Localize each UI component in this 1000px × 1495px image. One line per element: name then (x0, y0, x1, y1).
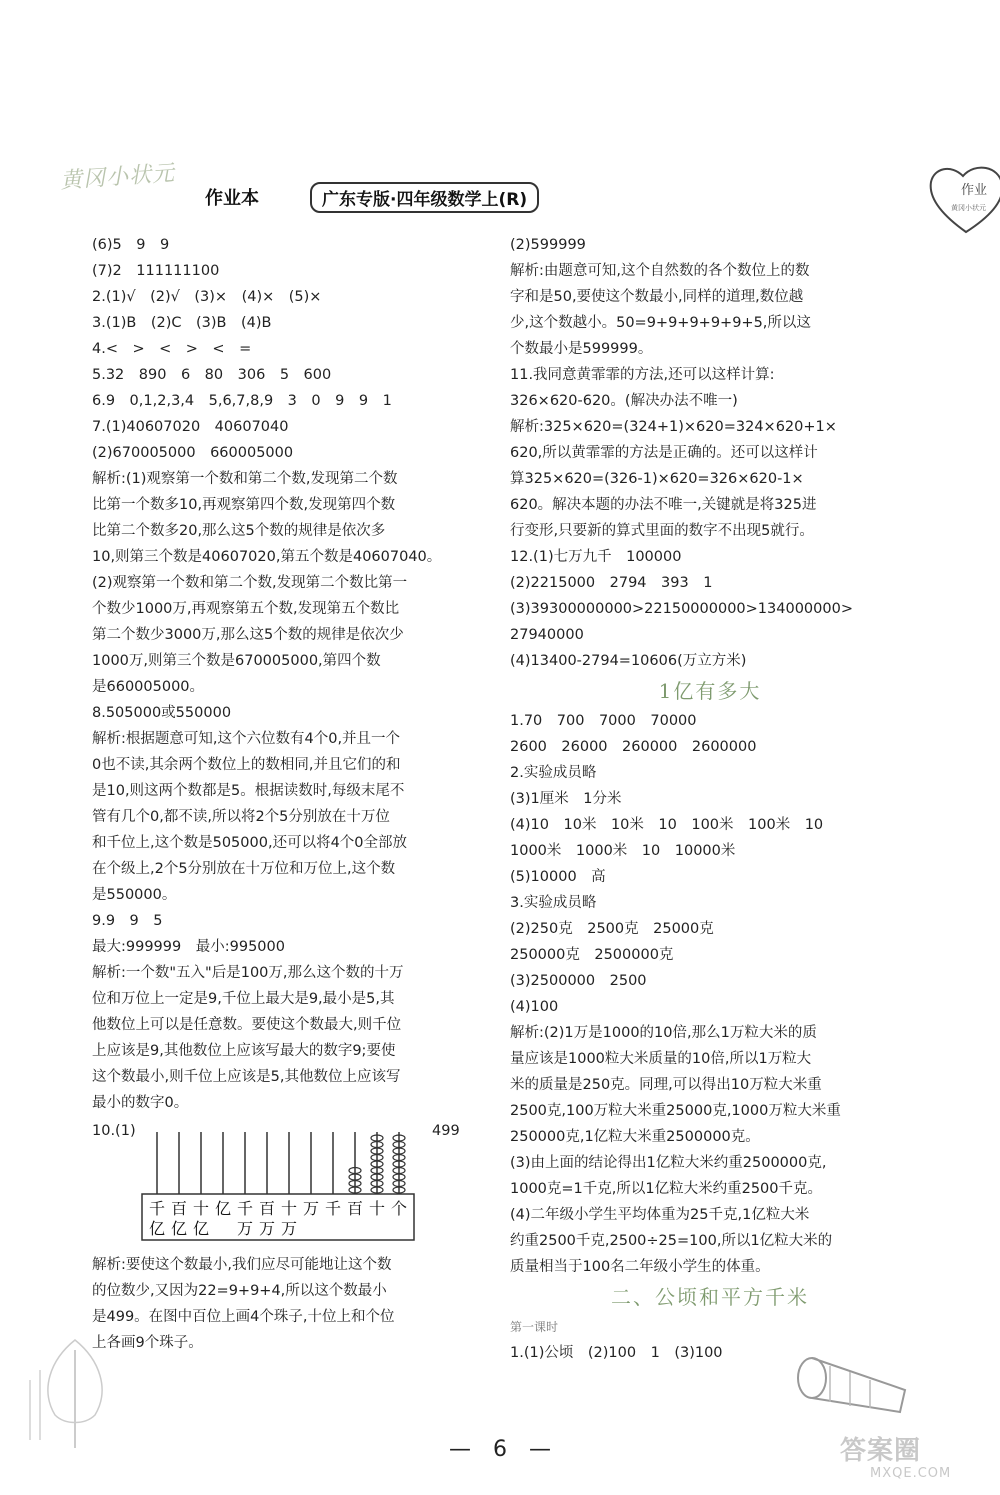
answer-line: 1000米 1000米 10 10000米 (510, 843, 736, 859)
answer-line: 11.我同意黄霏霏的方法,还可以这样计算: (510, 367, 775, 383)
answer-line: 3.(1)B (2)C (3)B (4)B (92, 315, 272, 331)
abacus-place-label: 亿 (148, 1219, 166, 1238)
answer-line: 米的质量是250克。同理,可以得出10万粒大米重 (510, 1077, 822, 1093)
right-answer-lines-b (510, 708, 910, 1280)
answer-line: (3)39300000000>22150000000>134000000> (510, 601, 853, 617)
answer-line: (4)二年级小学生平均体重为25千克,1亿粒大米 (510, 1207, 810, 1223)
abacus-place-label: 万 (280, 1219, 298, 1238)
abacus-place-label: 十 (368, 1199, 386, 1218)
abacus-place-label: 十 (280, 1199, 298, 1218)
answer-line: 是499。在图中百位上画4个珠子,十位上和个位 (92, 1309, 395, 1325)
abacus-place-label: 万 (236, 1219, 254, 1238)
answer-line: (4)10 10米 10米 10 100米 100米 10 (510, 817, 824, 833)
answer-line: 5.32 890 6 80 306 5 600 (92, 367, 332, 383)
answer-line: 12.(1)七万九千 100000 (510, 549, 682, 565)
answer-line: 0也不读,其余两个数位上的数相同,并且它们的和 (92, 757, 401, 773)
answer-line: 2.(1)√ (2)√ (3)× (4)× (5)× (92, 289, 322, 305)
answer-line: 这个数最小,则千位上应该是5,其他数位上应该写 (92, 1069, 401, 1085)
answer-line: 上应该是9,其他数位上应该写最大的数字9;要使 (92, 1043, 396, 1059)
answer-line: 10,则第三个数是40607020,第五个数是40607040。 (92, 549, 442, 565)
abacus-place-label: 万 (302, 1199, 320, 1218)
page-header (30, 160, 988, 220)
answer-line: 字和是50,要使这个数最小,同样的道理,数位越 (510, 289, 804, 305)
answer-line: 620,所以黄霏霏的方法是正确的。还可以这样计 (510, 445, 818, 461)
answer-line: 比第一个数多10,再观察第四个数,发现第四个数 (92, 497, 396, 513)
answer-line: 他数位上可以是任意数。要使这个数最大,则千位 (92, 1017, 402, 1033)
answer-line: 3.实验成员略 (510, 895, 597, 911)
telescope-icon (790, 1350, 920, 1430)
answer-line: (2)250克 2500克 25000克 (510, 921, 714, 937)
section-title-1: 1亿有多大 (658, 679, 762, 703)
answer-line: 上各画9个珠子。 (92, 1335, 203, 1351)
abacus-place-label: 千 (148, 1199, 166, 1218)
answer-line: 解析:由题意可知,这个自然数的各个数位上的数 (510, 263, 810, 279)
right-column (510, 232, 910, 1366)
answer-line: (3)2500000 2500 (510, 973, 647, 989)
answer-line: 1.70 700 7000 70000 (510, 713, 697, 729)
answer-line: (2)599999 (510, 237, 586, 253)
answer-line: 是550000。 (92, 887, 177, 903)
abacus-place-label: 百 (346, 1199, 364, 1218)
answer-line: (4)100 (510, 999, 559, 1015)
answer-line: 少,这个数越小。50=9+9+9+9+9+5,所以这 (510, 315, 811, 331)
abacus-place-label: 十 (192, 1199, 210, 1218)
answer-line: 算325×620=(326-1)×620=326×620-1× (510, 471, 804, 487)
abacus-place-label: 千 (236, 1199, 254, 1218)
answer-line: 9.9 9 5 (92, 913, 163, 929)
answer-line: 解析:(1)观察第一个数和第二个数,发现第二个数 (92, 471, 398, 487)
answer-line: 1000万,则第三个数是670005000,第四个数 (92, 653, 381, 669)
answer-line: 620。解决本题的办法不唯一,关键就是将325进 (510, 497, 817, 513)
abacus-figure (92, 1118, 492, 1248)
abacus-place-label: 百 (170, 1199, 188, 1218)
answer-line: (2)670005000 660005000 (92, 445, 294, 461)
answer-line: (5)10000 高 (510, 869, 606, 885)
answer-line: 最小的数字0。 (92, 1095, 189, 1111)
answer-line: 解析:325×620=(324+1)×620=324×620+1× (510, 419, 837, 435)
right-tail-line: 1.(1)公顷 (2)100 1 (3)100 (510, 1345, 723, 1361)
brand-logo: 黄冈小状元 (59, 161, 176, 194)
answer-line: 的位数少,又因为22=9+9+4,所以这个数最小 (92, 1283, 387, 1299)
badge-subtext: 黄冈小状元 (951, 204, 986, 212)
abacus-drawing (136, 1126, 426, 1246)
answer-line: 质量相当于100名二年级小学生的体重。 (510, 1259, 770, 1275)
abacus-place-label: 万 (258, 1219, 276, 1238)
answer-line: 解析:根据题意可知,这个六位数有4个0,并且一个 (92, 731, 401, 747)
answer-line: 2500克,100万粒大米重25000克,1000万粒大米重 (510, 1103, 841, 1119)
answer-line: 2.实验成员略 (510, 765, 597, 781)
answer-line: 在个级上,2个5分别放在十万位和万位上,这个数 (92, 861, 396, 877)
answer-line: 250000克,1亿粒大米重2500000克。 (510, 1129, 760, 1145)
abacus-answer: 499 (432, 1123, 460, 1139)
answer-line: 约重2500千克,2500÷25=100,所以1亿粒大米的 (510, 1233, 833, 1249)
page-number: — 6 — (448, 1437, 552, 1462)
answer-line: 行变形,只要新的算式里面的数字不出现5就行。 (510, 523, 814, 539)
answer-line: 个数少1000万,再观察第五个数,发现第五个数比 (92, 601, 400, 617)
answer-line: 是10,则这两个数都是5。根据读数时,每级末尾不 (92, 783, 405, 799)
answer-line: 比第二个数多20,那么这5个数的规律是依次多 (92, 523, 386, 539)
answer-line: 位和万位上一定是9,千位上最大是9,最小是5,其 (92, 991, 395, 1007)
answer-line: (6)5 9 9 (92, 237, 170, 253)
answer-line: 最大:999999 最小:995000 (92, 939, 285, 955)
answer-line: (7)2 111111100 (92, 263, 220, 279)
abacus-place-label: 千 (324, 1199, 342, 1218)
subsection-label: 第一课时 (510, 1320, 559, 1334)
watermark-logo: 答案圈 (840, 1436, 922, 1466)
abacus-place-label: 百 (258, 1199, 276, 1218)
answer-line: 解析:一个数"五入"后是100万,那么这个数的十万 (92, 965, 404, 981)
answer-line: 1000克=1千克,所以1亿粒大米约重2500千克。 (510, 1181, 823, 1197)
answer-line: 250000克 2500000克 (510, 947, 674, 963)
right-answer-lines-a (510, 232, 910, 674)
edition-label: 广东专版·四年级数学上(R) (310, 182, 539, 213)
abacus-question-number: 10.(1) (92, 1123, 136, 1139)
answer-line: 7.(1)40607020 40607040 (92, 419, 289, 435)
answer-line: 27940000 (510, 627, 584, 643)
workbook-label: 作业本 (205, 188, 259, 209)
answer-line: 6.9 0,1,2,3,4 5,6,7,8,9 3 0 9 9 1 (92, 393, 392, 409)
abacus-place-label: 亿 (170, 1219, 188, 1238)
answer-line: 和千位上,这个数是505000,还可以将4个0全部放 (92, 835, 408, 851)
answer-line: (2)观察第一个数和第二个数,发现第二个数比第一 (92, 575, 408, 591)
answer-line: (2)2215000 2794 393 1 (510, 575, 713, 591)
answer-line: 4.< > < > < = (92, 341, 252, 357)
answer-line: 个数最小是599999。 (510, 341, 653, 357)
answer-line: 解析:要使这个数最小,我们应尽可能地让这个数 (92, 1257, 392, 1273)
badge-text: 作业 (961, 183, 988, 198)
abacus-place-label: 亿 (192, 1219, 210, 1238)
watermark-url: MXQE.COM (870, 1466, 952, 1481)
heart-badge-icon (925, 160, 1000, 236)
answer-line: 是660005000。 (92, 679, 205, 695)
answer-line: 8.505000或550000 (92, 705, 232, 721)
abacus-place-label: 亿 (214, 1199, 232, 1218)
left-column (92, 232, 492, 1356)
answer-line: (4)13400-2794=10606(万立方米) (510, 653, 747, 669)
answer-line: 第二个数少3000万,那么这5个数的规律是依次少 (92, 627, 404, 643)
answer-line: 326×620-620。(解决办法不唯一) (510, 393, 738, 409)
left-answer-lines (92, 232, 492, 1116)
answer-line: (3)1厘米 1分米 (510, 791, 622, 807)
left-tail-lines (92, 1252, 492, 1356)
answer-line: 量应该是1000粒大米质量的10倍,所以1万粒大 (510, 1051, 812, 1067)
answer-line: 2600 26000 260000 2600000 (510, 739, 757, 755)
answer-line: 管有几个0,都不读,所以将2个5分别放在十万位 (92, 809, 390, 825)
section-title-2: 二、公顷和平方千米 (611, 1285, 809, 1309)
answer-line: (3)由上面的结论得出1亿粒大米约重2500000克, (510, 1155, 827, 1171)
abacus-place-label: 个 (390, 1199, 408, 1218)
answer-line: 解析:(2)1万是1000的10倍,那么1万粒大米的质 (510, 1025, 817, 1041)
